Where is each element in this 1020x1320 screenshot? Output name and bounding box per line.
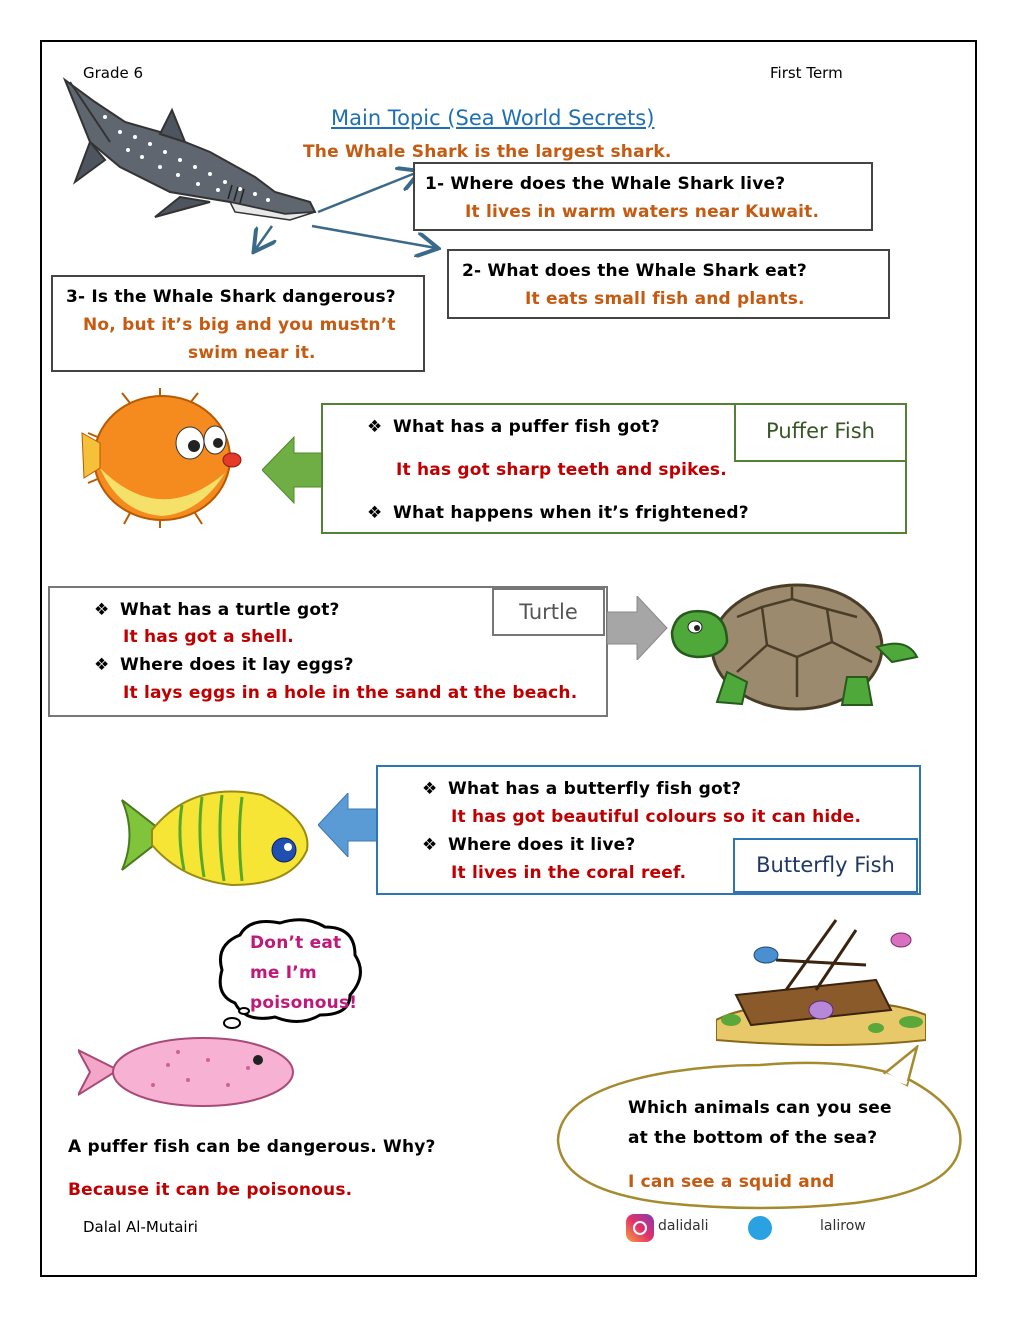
turtle-answer-1: It has got a shell. <box>123 627 294 647</box>
turtle-question-2-text: Where does it lay eggs? <box>120 655 354 675</box>
bullet-icon: ❖ <box>422 779 438 799</box>
danger-question: A puffer fish can be dangerous. Why? <box>68 1137 436 1157</box>
speech-answer: I can see a squid and <box>628 1172 835 1192</box>
butterfly-answer-2: It lives in the coral reef. <box>451 863 687 883</box>
whale-answer-2: It eats small fish and plants. <box>525 289 805 309</box>
thought-line-1: Don’t eat <box>250 933 342 953</box>
puffer-question-2-text: What happens when it’s frightened? <box>393 503 749 523</box>
whale-question-box-3 <box>51 275 425 372</box>
puffer-question-1-text: What has a puffer fish got? <box>393 417 660 437</box>
bullet-icon: ❖ <box>94 600 110 620</box>
term-label: First Term <box>770 64 843 82</box>
butterfly-answer-1: It has got beautiful colours so it can hide. <box>451 807 862 827</box>
shipwreck-image <box>716 910 926 1050</box>
gray-right-arrow <box>607 596 669 660</box>
thought-line-3: poisonous! <box>250 993 358 1013</box>
pink-puffer-fish-image <box>78 1030 303 1110</box>
bullet-icon: ❖ <box>94 655 110 675</box>
butterfly-question-1 <box>422 779 741 799</box>
bullet-icon: ❖ <box>422 835 438 855</box>
thought-line-2: me I’m <box>250 963 317 983</box>
whale-question-2: 2- What does the Whale Shark eat? <box>462 261 807 281</box>
green-left-arrow <box>262 435 324 505</box>
turtle-question-1-text: What has a turtle got? <box>120 600 340 620</box>
turtle-label: Turtle <box>492 588 605 636</box>
main-topic-title: Main Topic (Sea World Secrets) <box>331 106 655 130</box>
puffer-fish-image <box>80 388 245 528</box>
whale-shark-subtitle: The Whale Shark is the largest shark. <box>303 142 672 162</box>
butterfly-fish-image <box>112 775 322 895</box>
turtle-image <box>667 577 922 712</box>
whale-question-box-1 <box>413 162 873 231</box>
whale-question-1: 1- Where does the Whale Shark live? <box>425 174 786 194</box>
whale-question-3: 3- Is the Whale Shark dangerous? <box>66 287 396 307</box>
danger-answer: Because it can be poisonous. <box>68 1180 353 1200</box>
speech-question-line-1: Which animals can you see <box>628 1098 892 1118</box>
instagram-handle: dalidali <box>658 1218 709 1234</box>
blue-left-arrow <box>318 793 380 857</box>
butterfly-question-2-text: Where does it live? <box>448 835 636 855</box>
speech-question-line-2: at the bottom of the sea? <box>628 1128 878 1148</box>
whale-answer-3-line2: swim near it. <box>188 343 316 363</box>
turtle-question-2 <box>94 655 354 675</box>
whale-question-box-2 <box>447 249 890 319</box>
puffer-fish-label: Puffer Fish <box>734 403 907 462</box>
butterfly-question-2 <box>422 835 635 855</box>
author-name: Dalal Al-Mutairi <box>83 1218 198 1236</box>
puffer-answer-1: It has got sharp teeth and spikes. <box>396 460 727 480</box>
butterfly-question-1-text: What has a butterfly fish got? <box>448 779 742 799</box>
instagram-icon <box>626 1214 654 1242</box>
twitter-handle: lalirow <box>820 1218 866 1234</box>
twitter-icon <box>748 1216 772 1240</box>
turtle-answer-2: It lays eggs in a hole in the sand at the beach. <box>123 683 578 703</box>
bullet-icon: ❖ <box>367 503 383 523</box>
butterfly-fish-label: Butterfly Fish <box>733 838 918 893</box>
whale-answer-1: It lives in warm waters near Kuwait. <box>465 202 820 222</box>
puffer-question-1 <box>367 417 660 437</box>
puffer-question-2 <box>367 503 749 523</box>
whale-answer-3-line1: No, but it’s big and you mustn’t <box>83 315 396 335</box>
grade-label: Grade 6 <box>83 64 144 82</box>
bullet-icon: ❖ <box>367 417 383 437</box>
turtle-question-1 <box>94 600 340 620</box>
